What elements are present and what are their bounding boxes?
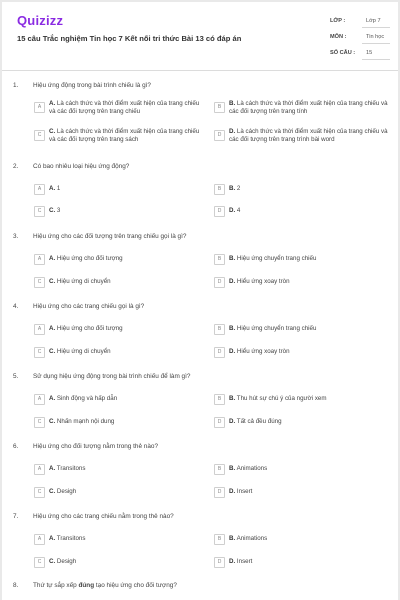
emphasis: đúng	[78, 582, 95, 589]
option-box: A	[34, 254, 45, 265]
option-box: D	[214, 417, 225, 428]
question-number: 8.	[13, 582, 19, 589]
meta-subject-label: MÔN :	[330, 34, 347, 40]
option-letter: C.	[49, 558, 56, 565]
option-box: A	[34, 184, 45, 195]
option-box: C	[34, 347, 45, 358]
question-text: Hiệu ứng động trong bài trình chiếu là gì?	[33, 82, 151, 89]
option-letter: C.	[49, 348, 56, 355]
question-text: Hiệu ứng cho đối tượng nằm trong thẻ nào?	[33, 443, 159, 450]
option-letter: A.	[49, 255, 56, 262]
option-letter: A.	[49, 395, 56, 402]
option-c[interactable]	[34, 206, 204, 222]
option-letter: B.	[229, 325, 236, 332]
option-letter: B.	[229, 465, 236, 472]
option-letter: B.	[229, 535, 236, 542]
option-box: B	[214, 394, 225, 405]
option-a[interactable]	[34, 394, 204, 410]
question-text: Hiệu ứng cho các đối tượng trên trang chiếu gọi là gì?	[33, 233, 187, 240]
worksheet-page	[2, 2, 398, 600]
meta-class	[324, 16, 390, 28]
option-letter: B.	[229, 255, 236, 262]
option-text: Hiệu ứng chuyển trang chiếu	[236, 325, 317, 332]
header-divider	[2, 70, 398, 71]
option-text: Hiệu ứng di chuyển	[56, 278, 111, 285]
option-text: Sinh động và hấp dẫn	[56, 395, 118, 402]
option-text: Animations	[236, 535, 268, 542]
option-letter: C.	[49, 207, 56, 214]
question-text: Hiệu ứng cho các trang chiếu nằm trong thẻ nào?	[33, 513, 174, 520]
meta-count-value: 15	[366, 50, 373, 56]
option-d[interactable]	[214, 206, 392, 222]
option-letter: D.	[229, 207, 236, 214]
option-a[interactable]	[34, 99, 204, 115]
option-letter: D.	[229, 348, 236, 355]
question-number: 3.	[13, 233, 19, 240]
option-text: Hiểu ứng xoay tròn	[236, 278, 290, 285]
option-box: D	[214, 347, 225, 358]
option-letter: C.	[49, 418, 56, 425]
option-text: Desigh	[56, 558, 77, 565]
option-box: B	[214, 534, 225, 545]
option-b[interactable]	[214, 324, 392, 340]
option-box: B	[214, 184, 225, 195]
option-letter: A.	[49, 325, 56, 332]
option-d[interactable]	[214, 487, 392, 503]
meta-count-label: SỐ CÂU :	[330, 50, 356, 56]
question-number: 1.	[13, 82, 19, 89]
option-text: 4	[236, 207, 241, 214]
option-c[interactable]	[34, 127, 204, 143]
question-number: 4.	[13, 303, 19, 310]
option-a[interactable]	[34, 254, 204, 270]
option-b[interactable]	[214, 534, 392, 550]
option-box: A	[34, 102, 45, 113]
option-d[interactable]	[214, 417, 392, 433]
option-box: D	[214, 206, 225, 217]
question-text: Hiệu ứng cho các trang chiếu gọi là gì?	[33, 303, 145, 310]
option-letter: D.	[229, 488, 236, 495]
option-b[interactable]	[214, 184, 392, 200]
option-letter: D.	[229, 558, 236, 565]
option-d[interactable]	[214, 557, 392, 573]
option-letter: C.	[49, 278, 56, 285]
option-c[interactable]	[34, 557, 204, 573]
quizizz-logo[interactable]: Quizizz	[17, 13, 64, 28]
option-box: C	[34, 206, 45, 217]
meta-divider	[362, 43, 390, 44]
meta-class-value: Lớp 7	[366, 18, 381, 24]
option-box: C	[34, 130, 45, 141]
option-c[interactable]	[34, 487, 204, 503]
option-b[interactable]	[214, 464, 392, 480]
option-letter: A.	[49, 185, 56, 192]
option-text: Nhấn mạnh nội dung	[56, 418, 115, 425]
worksheet-header	[2, 2, 398, 70]
option-box: C	[34, 277, 45, 288]
option-letter: D.	[229, 128, 236, 135]
meta-count	[324, 48, 390, 60]
option-letter: B.	[229, 100, 236, 107]
question-text: Có bao nhiêu loại hiệu ứng động?	[33, 163, 130, 170]
option-box: A	[34, 394, 45, 405]
option-a[interactable]	[34, 464, 204, 480]
option-box: B	[214, 102, 225, 113]
option-d[interactable]	[214, 347, 392, 363]
option-text: Hiệu ứng cho đối tượng	[56, 325, 123, 332]
question-text: Thứ tự sắp xếp đúng tạo hiệu ứng cho đối tượng?	[33, 582, 177, 589]
question-number: 6.	[13, 443, 19, 450]
option-box: C	[34, 557, 45, 568]
page-title: 15 câu Trắc nghiệm Tin học 7 Kết nối tri thức Bài 13 có đáp án	[17, 34, 242, 43]
option-text: Transitons	[56, 465, 86, 472]
option-text: Hiệu ứng chuyển trang chiếu	[236, 255, 317, 262]
option-box: B	[214, 464, 225, 475]
option-text: 3	[56, 207, 61, 214]
option-letter: B.	[229, 185, 236, 192]
option-text: Là cách thức và thời điểm xuất hiện của trang chiếu và các đối tượng trên trang sách	[49, 128, 200, 143]
option-text: Hiểu ứng xoay tròn	[236, 348, 290, 355]
option-text: 2	[236, 185, 241, 192]
option-text: Desigh	[56, 488, 77, 495]
question-number: 2.	[13, 163, 19, 170]
option-letter: C.	[49, 128, 56, 135]
option-c[interactable]	[34, 417, 204, 433]
option-box: D	[214, 557, 225, 568]
option-text: Hiệu ứng cho đối tượng	[56, 255, 123, 262]
option-a[interactable]	[34, 534, 204, 550]
option-text: Là cách thức và thời điểm xuất hiện của trang chiếu và các đối tượng trên trang chiếu	[49, 100, 200, 115]
option-d[interactable]	[214, 127, 392, 143]
option-b[interactable]	[214, 394, 392, 410]
option-letter: A.	[49, 535, 56, 542]
option-a[interactable]	[34, 324, 204, 340]
option-text: Tất cả đều đúng	[236, 418, 282, 425]
option-text: Thu hút sự chú ý của người xem	[236, 395, 327, 402]
option-box: B	[214, 324, 225, 335]
option-text: Insert	[236, 488, 253, 495]
option-d[interactable]	[214, 277, 392, 293]
option-letter: D.	[229, 278, 236, 285]
option-letter: A.	[49, 100, 56, 107]
meta-subject	[324, 32, 390, 44]
meta-subject-value: Tin học	[366, 34, 385, 40]
option-text: Transitons	[56, 535, 86, 542]
option-text: Là cách thức và thời điểm xuất hiện của trang chiếu và các đối tượng trên trang tính	[229, 100, 388, 115]
option-box: A	[34, 324, 45, 335]
meta-divider	[362, 59, 390, 60]
question-text: Sử dụng hiệu ứng động trong bài trình chiếu để làm gì?	[33, 373, 191, 380]
option-box: A	[34, 534, 45, 545]
option-text: Là cách thức và thời điểm xuất hiện của trang chiếu và các đối tượng trên trang trình bài word	[229, 128, 388, 143]
option-letter: C.	[49, 488, 56, 495]
option-box: D	[214, 130, 225, 141]
option-b[interactable]	[214, 254, 392, 270]
option-c[interactable]	[34, 347, 204, 363]
option-letter: D.	[229, 418, 236, 425]
option-text: Hiệu ứng di chuyển	[56, 348, 111, 355]
option-letter: B.	[229, 395, 236, 402]
option-box: B	[214, 254, 225, 265]
option-box: A	[34, 464, 45, 475]
option-box: C	[34, 417, 45, 428]
question-number: 7.	[13, 513, 19, 520]
option-box: D	[214, 487, 225, 498]
option-text: 1	[56, 185, 61, 192]
option-c[interactable]	[34, 277, 204, 293]
option-letter: A.	[49, 465, 56, 472]
option-box: D	[214, 277, 225, 288]
option-a[interactable]	[34, 184, 204, 200]
meta-divider	[362, 27, 390, 28]
option-text: Insert	[236, 558, 253, 565]
option-text: Animations	[236, 465, 268, 472]
option-b[interactable]	[214, 99, 392, 115]
option-box: C	[34, 487, 45, 498]
meta-class-label: LỚP :	[330, 18, 346, 24]
question-number: 5.	[13, 373, 19, 380]
